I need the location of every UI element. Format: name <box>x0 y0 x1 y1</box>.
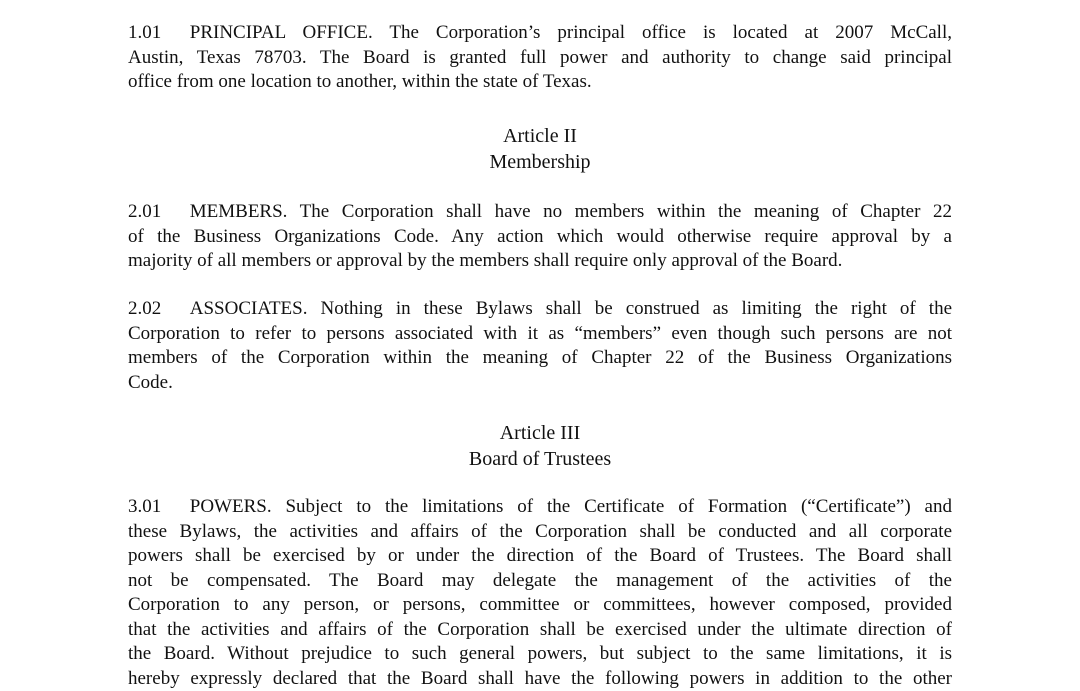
text-line: 2.02 ASSOCIATES. Nothing in these Bylaws shall be construed as limiting the right of the <box>128 297 952 322</box>
text-line: these Bylaws, the activities and affairs of the Corporation shall be conducted and all corporate <box>128 520 952 545</box>
text-line: 1.01 PRINCIPAL OFFICE. The Corporation’s principal office is located at 2007 McCall, <box>128 21 952 46</box>
text-line: members of the Corporation within the meaning of Chapter 22 of the Business Organizations <box>128 346 952 371</box>
section-2-02-associates <box>128 297 952 395</box>
text-line: Austin, Texas 78703. The Board is granted full power and authority to change said principal <box>128 46 952 71</box>
text-line: hereby expressly declared that the Board shall have the following powers in addition to the other <box>128 667 952 691</box>
text-line: Corporation to refer to persons associated with it as “members” even though such persons are not <box>128 322 952 347</box>
section-2-01-members <box>128 200 952 274</box>
text-line: Code. <box>128 371 952 396</box>
section-1-01-principal-office <box>128 21 952 95</box>
text-line: the Board. Without prejudice to such general powers, but subject to the same limitations, it is <box>128 642 952 667</box>
text-line: powers shall be exercised by or under the direction of the Board of Trustees. The Board shall <box>128 544 952 569</box>
article-title: Article II <box>128 123 952 149</box>
text-line: Corporation to any person, or persons, committee or committees, however composed, provided <box>128 593 952 618</box>
article-iii-heading <box>128 420 952 472</box>
section-3-01-powers <box>128 495 952 691</box>
text-line: 2.01 MEMBERS. The Corporation shall have no members within the meaning of Chapter 22 <box>128 200 952 225</box>
article-subtitle: Membership <box>128 149 952 175</box>
article-subtitle: Board of Trustees <box>128 446 952 472</box>
text-line: that the activities and affairs of the Corporation shall be exercised under the ultimate direction of <box>128 618 952 643</box>
text-line: of the Business Organizations Code. Any action which would otherwise require approval by a <box>128 225 952 250</box>
text-line: majority of all members or approval by the members shall require only approval of the Board. <box>128 249 952 274</box>
text-line: office from one location to another, within the state of Texas. <box>128 70 952 95</box>
text-line: 3.01 POWERS. Subject to the limitations of the Certificate of Formation (“Certificate”) and <box>128 495 952 520</box>
text-line: not be compensated. The Board may delegate the management of the activities of the <box>128 569 952 594</box>
article-ii-heading <box>128 123 952 175</box>
article-title: Article III <box>128 420 952 446</box>
